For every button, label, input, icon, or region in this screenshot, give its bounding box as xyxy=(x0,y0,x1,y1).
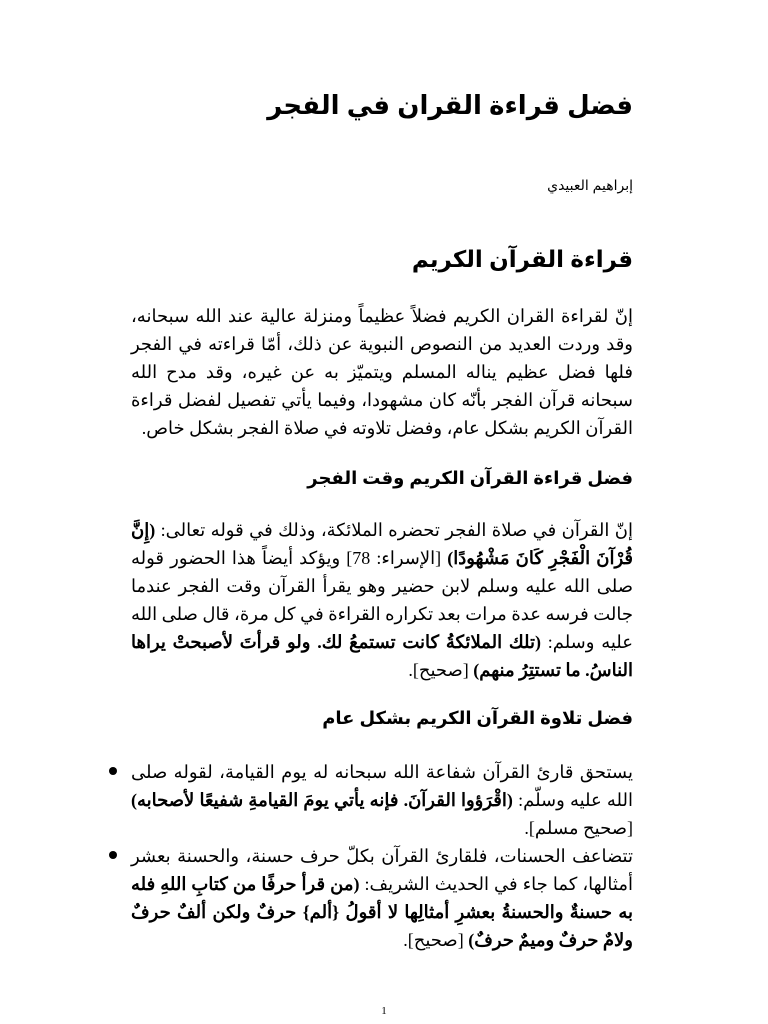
quran-verse: (إِنَّ قُرْآنَ الْفَجْرِ كَانَ مَشْهُودًا) xyxy=(131,520,633,568)
subheading-fajr-reading: فضل قراءة القرآن الكريم وقت الفجر xyxy=(307,468,633,488)
benefits-list xyxy=(131,758,633,954)
page-number: 1 xyxy=(381,1005,387,1017)
item-text-a: تتضاعف الحسنات، فلقارئ القرآن بكلّ حرف حسنة، والحسنة بعشر أمثالها، كما جاء في الحديث الشريف: xyxy=(131,846,633,894)
hadith-quote: (من قرأ حرفًا من كتابِ اللهِ فله به حسنةٌ والحسنةُ بعشرِ أمثالِها لا أقولُ {ألم} حرفٌ ولكن ألفٌ حرفٌ ولامٌ حرفٌ وميمٌ حرفٌ) xyxy=(131,874,633,950)
item-text-b: [صحيح مسلم]. xyxy=(524,818,633,838)
subheading-general-recitation: فضل تلاوة القرآن الكريم بشكل عام xyxy=(322,708,633,728)
fajr-paragraph xyxy=(131,516,633,684)
list-item xyxy=(131,758,633,842)
fajr-text-b: [الإسراء: 78] ويؤكد أيضاً هذا الحضور قوله صلى الله عليه وسلم لابن حضير وهو يقرأ القرآن وقت الفجر عندما جالت فرسه عدة مرات بعد تكراره القراءة في كل مرة، قال صلى الله عليه وسلم: xyxy=(131,548,633,652)
hadith-quote: (تلك الملائكةُ كانت تستمعُ لك. ولو قرأتَ لأصبحتْ يراها الناسُ. ما تستتِرُ منهم) xyxy=(131,632,633,680)
bullet-icon xyxy=(109,767,117,775)
fajr-text-a: إنّ القرآن في صلاة الفجر تحضره الملائكة، وذلك في قوله تعالى: xyxy=(155,520,633,540)
list-item xyxy=(131,842,633,954)
bullet-icon xyxy=(109,851,117,859)
section-heading: قراءة القرآن الكريم xyxy=(411,246,633,272)
hadith-quote: (اقْرَؤوا القرآنَ. فإنه يأتي يومَ القيامةِ شفيعًا لأصحابه) xyxy=(131,790,513,810)
document-title: فضل قراءة القران في الفجر xyxy=(267,90,633,120)
item-text-a: يستحق قارئ القرآن شفاعة الله سبحانه له يوم القيامة، لقوله صلى الله عليه وسلّم: xyxy=(131,762,634,810)
author-name: إبراهيم العبيدي xyxy=(547,177,633,193)
fajr-text-c: [صحيح]. xyxy=(408,660,474,680)
item-text-b: [صحيح]. xyxy=(403,930,469,950)
intro-paragraph: إنّ لقراءة القران الكريم فضلاً عظيماً ومنزلة عالية عند الله سبحانه، وقد وردت العديد من النصوص النبوية عن ذلك، أمّا قراءته في الفجر فلها فضل عظيم يناله المسلم ويتميّز به عن غيره، وقد مدح الله سبحانه قرآن الفجر بأنّه كان مشهودا، وفيما يأتي تفصيل لفضل قراءة القرآن الكريم بشكل عام، وفضل تلاوته في صلاة الفجر بشكل خاص. xyxy=(131,306,633,438)
